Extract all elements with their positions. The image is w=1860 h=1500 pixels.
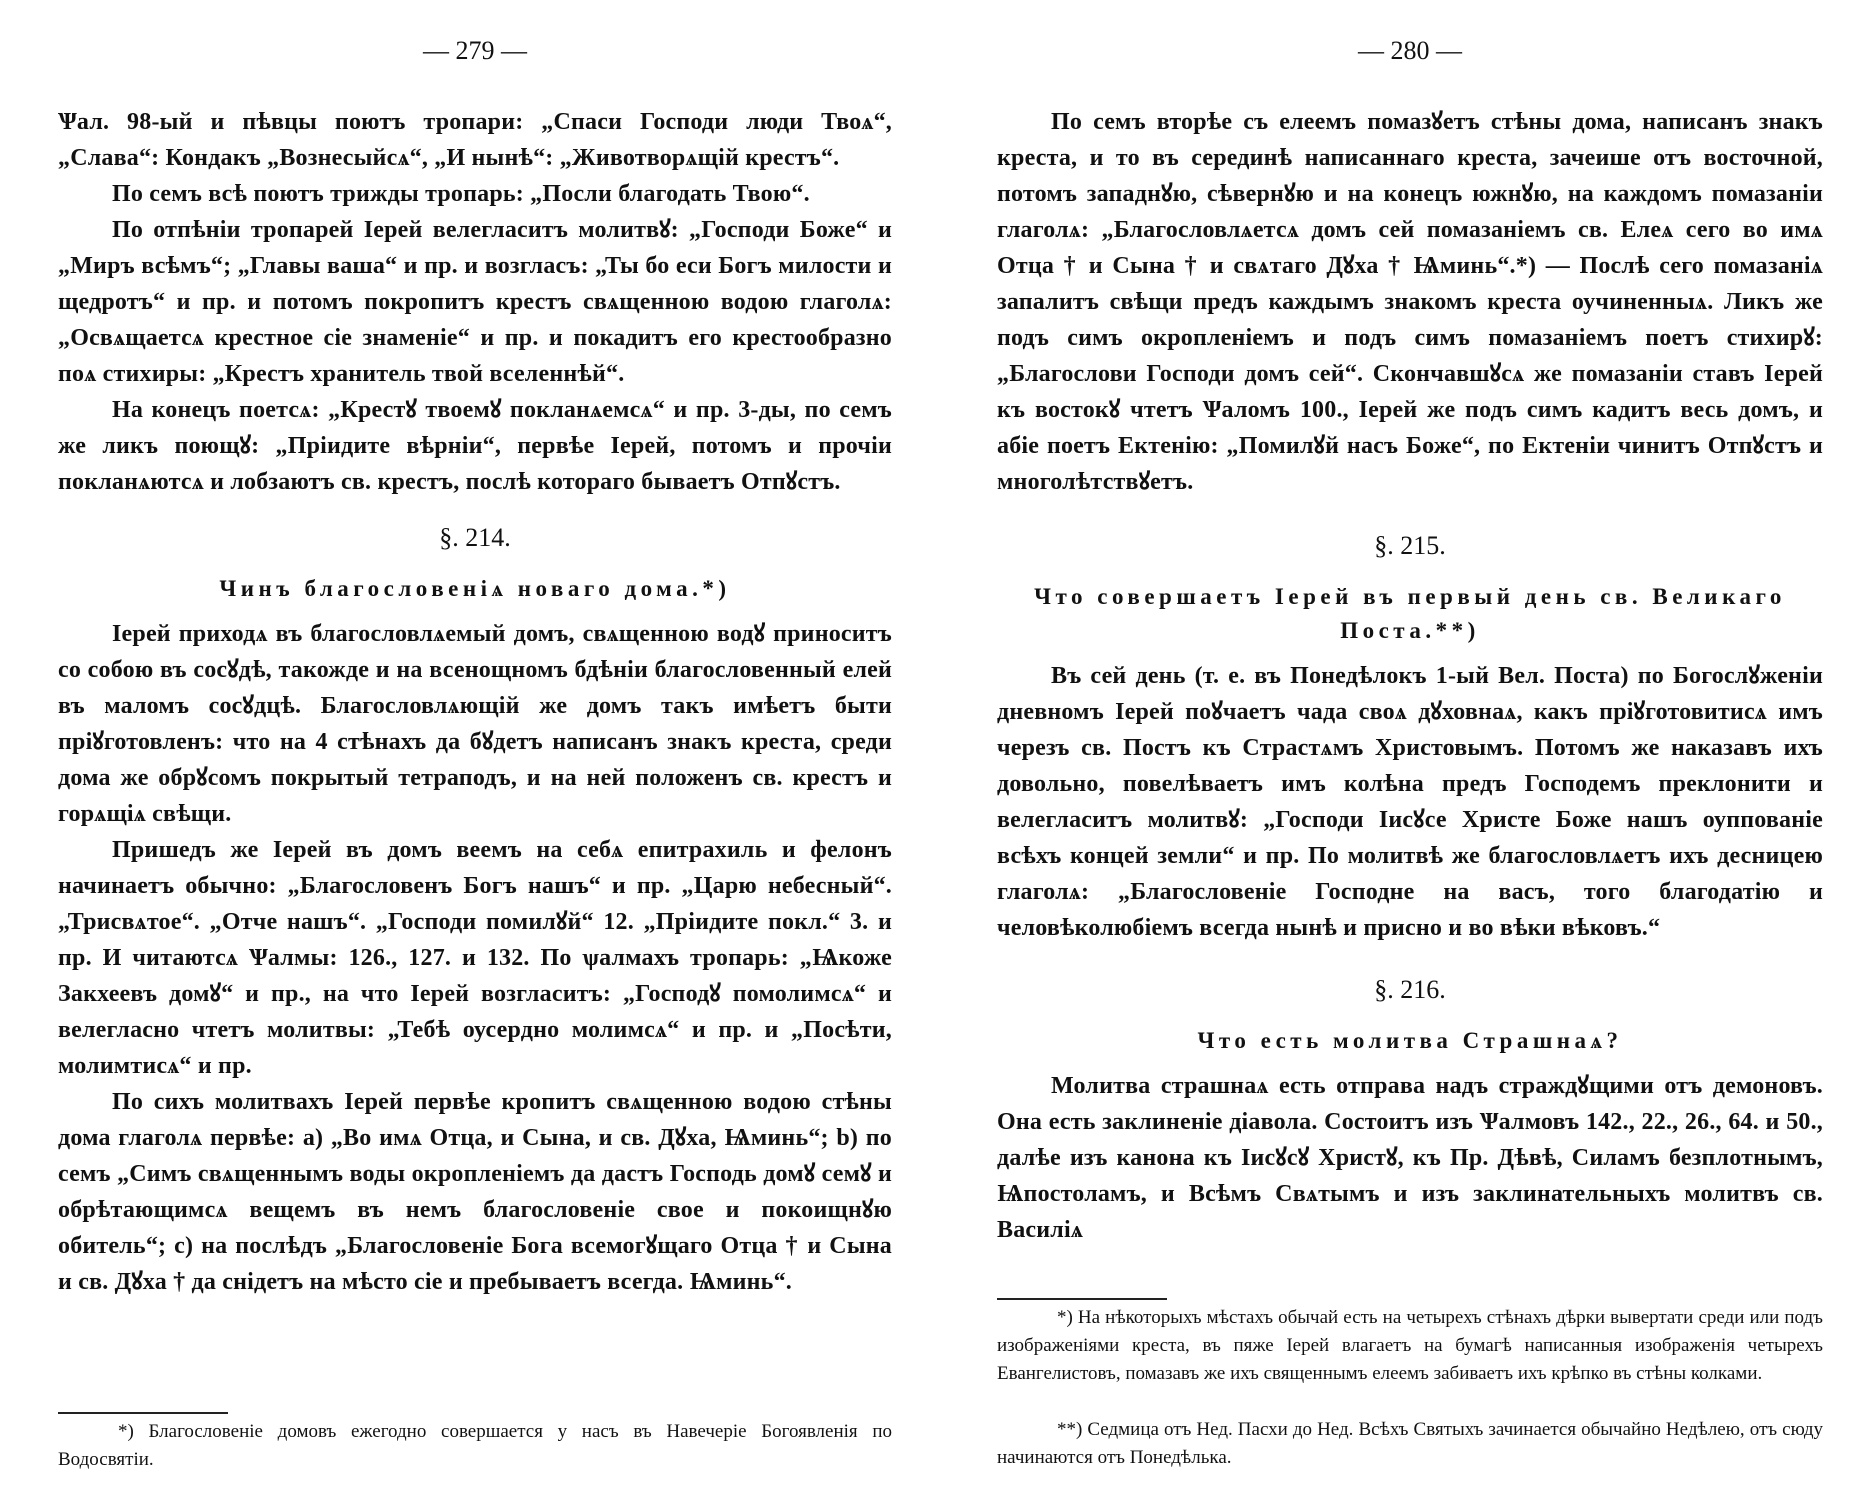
paragraph: Молитва страшнаѧ есть отправа надъ страждꙋщими отъ демоновъ. Она есть заклиненіе діавола. Состоитъ изъ Ѱалмовъ 142., 22., 26., 64. и 50., далѣе изъ канона къ Іисꙋсꙋ Христꙋ, къ Пр. Дѣвѣ, Силамъ безплотнымъ, Ѩпостоламъ, и Всѣмъ Свѧтымъ и изъ заклинательныхъ молитвъ св. Василіѧ (997, 1073, 1823, 1243)
section-title: Что есть молитва Страшнаѧ? (1197, 1028, 1623, 1053)
paragraph: По отпѣніи тропарей Іерей велегласитъ молитвꙋ: „Господи Боже“ и „Миръ всѣмъ“; „Главы ваша“ и пр. и возгласъ: „Ты бо еси Богъ милости и щедротъ“ и пр. и потомъ покропитъ крестъ свѧщенною водою глаголѧ: „Освѧщаетсѧ крестное сіе знаменіе“ и пр. и покадитъ его крестообразно поѧ стихиры: „Крестъ хранитель твой вселеннѣй“. (58, 217, 892, 387)
section-number: §. 215. (1374, 531, 1446, 560)
footnote: *) На нѣкоторыхъ мѣстахъ обычай есть на четырехъ стѣнахъ дѣрки вывертати среди или подъ изображеніями креста, въ пяже Іерей влагаетъ на бумагѣ написанныя изображенія четырехъ Евангелистовъ, помазавъ же ихъ священнымъ елеемъ забиваетъ ихъ крѣпко въ стѣны колками. (997, 1307, 1823, 1384)
paragraph: Въ сей день (т. е. въ Понедѣлокъ 1-ый Вел. Поста) по Богослꙋженіи дневномъ Іерей поꙋчаетъ чада своѧ дꙋховнаѧ, какъ пріꙋготовитисѧ имъ черезъ св. Постъ къ Страстѧмъ Христовымъ. Потомъ же наказавъ ихъ довольно, повелѣваетъ имъ колѣна предъ Господемъ преклонити и велегласитъ молитвꙋ: „Господи Іисꙋсе Христе Боже нашъ оуппованіе всѣхъ концей земли“ и пр. По молитвѣ же благословлѧетъ ихъ десницею глаголѧ: „Благословеніе Господне на васъ, того благодатію и человѣколюбіемъ всегда нынѣ и присно и во вѣки вѣковъ.“ (997, 663, 1823, 941)
section-number: §. 216. (1374, 975, 1446, 1004)
paragraph: Ѱал. 98-ый и пѣвцы поютъ тропари: „Спаси Господи люди Твоѧ“, „Слава“: Кондакъ „Вознесыйсѧ“, „И нынѣ“: „Животворѧщій крестъ“. (58, 109, 892, 171)
section-number: §. 214. (439, 523, 511, 552)
page-left-body (58, 104, 892, 1300)
page-number-left: — 279 — (423, 36, 527, 65)
page-number-right: — 280 — (1358, 36, 1462, 65)
paragraph: По сихъ молитвахъ Іерей первѣе кропитъ свѧщенною водою стѣны дома глаголѧ первѣе: a) „Во имѧ Отца, и Сына, и св. Дꙋха, Ѩминь“; b) по семъ „Симъ свѧщеннымъ воды окропленіемъ да дастъ Господь домꙋ семꙋ и обрѣтающимсѧ вещемъ въ немъ благословеніе свое и покоищнꙋю обитель“; c) на послѣдъ „Благословеніе Бога всемогꙋщаго Отца † и Сына и св. Дꙋха † да снідетъ на мѣсто сіе и пребываетъ всегда. Ѩминь“. (58, 1089, 892, 1295)
footnote-rule (997, 1298, 1167, 1300)
paragraph: Іерей приходѧ въ благословлѧемый домъ, свѧщенною водꙋ приноситъ со собою въ сосꙋдѣ, такожде и на всенощномъ бдѣніи благословенный елей въ маломъ сосꙋдцѣ. Благословлѧющій же домъ такъ имѣетъ быти пріꙋготовленъ: что на 4 стѣнахъ да бꙋдетъ написанъ знакъ креста, среди дома же обрꙋсомъ покрытый тетраподъ, и на ней положенъ св. крестъ и горѧщіѧ свѣщи. (58, 621, 892, 827)
paragraph: Пришедъ же Іерей въ домъ веемъ на себѧ епитрахиль и фелонъ начинаетъ обычно: „Благословенъ Богъ нашъ“ и пр. „Царю небесный“. „Трисвѧтое“. „Отче нашъ“. „Господи помилꙋй“ 12. „Пріидите покл.“ 3. и пр. И читаютсѧ Ѱалмы: 126., 127. и 132. По ѱалмахъ тропарь: „Ѩкоже Закхеевъ домꙋ“ и пр., на что Іерей возгласитъ: „Господꙋ помолимсѧ“ и велегласно чтетъ молитвы: „Тебѣ оусердно молимсѧ“ и пр. и „Посѣти, молимтисѧ“ и пр. (58, 837, 892, 1079)
footnote: *) Благословеніе домовъ ежегодно совершается у насъ въ Навечеріе Богоявленія по Водосвятіи. (58, 1421, 892, 1470)
paragraph: На конецъ поетсѧ: „Крестꙋ твоемꙋ покланѧемсѧ“ и пр. 3-ды, по семъ же ликъ поющꙋ: „Пріидите вѣрніи“, первѣе Іерей, потомъ и прочіи покланѧютсѧ и лобзаютъ св. крестъ, послѣ котораго бываетъ Отпꙋстъ. (58, 397, 892, 495)
section-title: Чинъ благословеніѧ новаго дома.*) (219, 576, 731, 601)
page-left (58, 0, 892, 1500)
page-right-body (997, 104, 1823, 1248)
paragraph: По семъ всѣ поютъ трижды тропарь: „Посли благодать Твою“. (112, 181, 810, 207)
footnote: **) Седмица отъ Нед. Пасхи до Нед. Всѣхъ Святыхъ зачинается обычайно Недѣлею, отъ сюду начинаются отъ Понедѣлька. (997, 1419, 1823, 1468)
page-right (997, 0, 1823, 1500)
footnote-rule (58, 1412, 228, 1414)
paragraph: По семъ вторѣе съ елеемъ помазꙋетъ стѣны дома, написанъ знакъ креста, и то въ серединѣ написаннаго креста, зачеише отъ восточной, потомъ западнꙋю, сѣвернꙋю и на конецъ южнꙋю, на каждомъ помазаніи глаголѧ: „Благословлѧетсѧ домъ сей помазаніемъ св. Елеѧ сего во имѧ Отца † и Сына † и свѧтаго Дꙋха † Ѩминь“.*) — Послѣ сего помазаніѧ запалитъ свѣщи предъ каждымъ знакомъ креста оучиненныѧ. Ликъ же подъ симъ окропленіемъ и подъ симъ помазаніемъ поетъ стихирꙋ: „Благослови Господи домъ сей“. Скончавшꙋсѧ же помазаніи ставъ Іерей къ востокꙋ чтетъ Ѱаломъ 100., Іерей же подъ симъ кадитъ весь домъ, и абіе поетъ Ектенію: „Помилꙋй насъ Боже“, по Ектеніи чинитъ Отпꙋстъ и многолѣтствꙋетъ. (997, 109, 1823, 495)
section-title: Что совершаетъ Іерей въ первый день св. Великаго Поста.**) (1034, 584, 1786, 643)
